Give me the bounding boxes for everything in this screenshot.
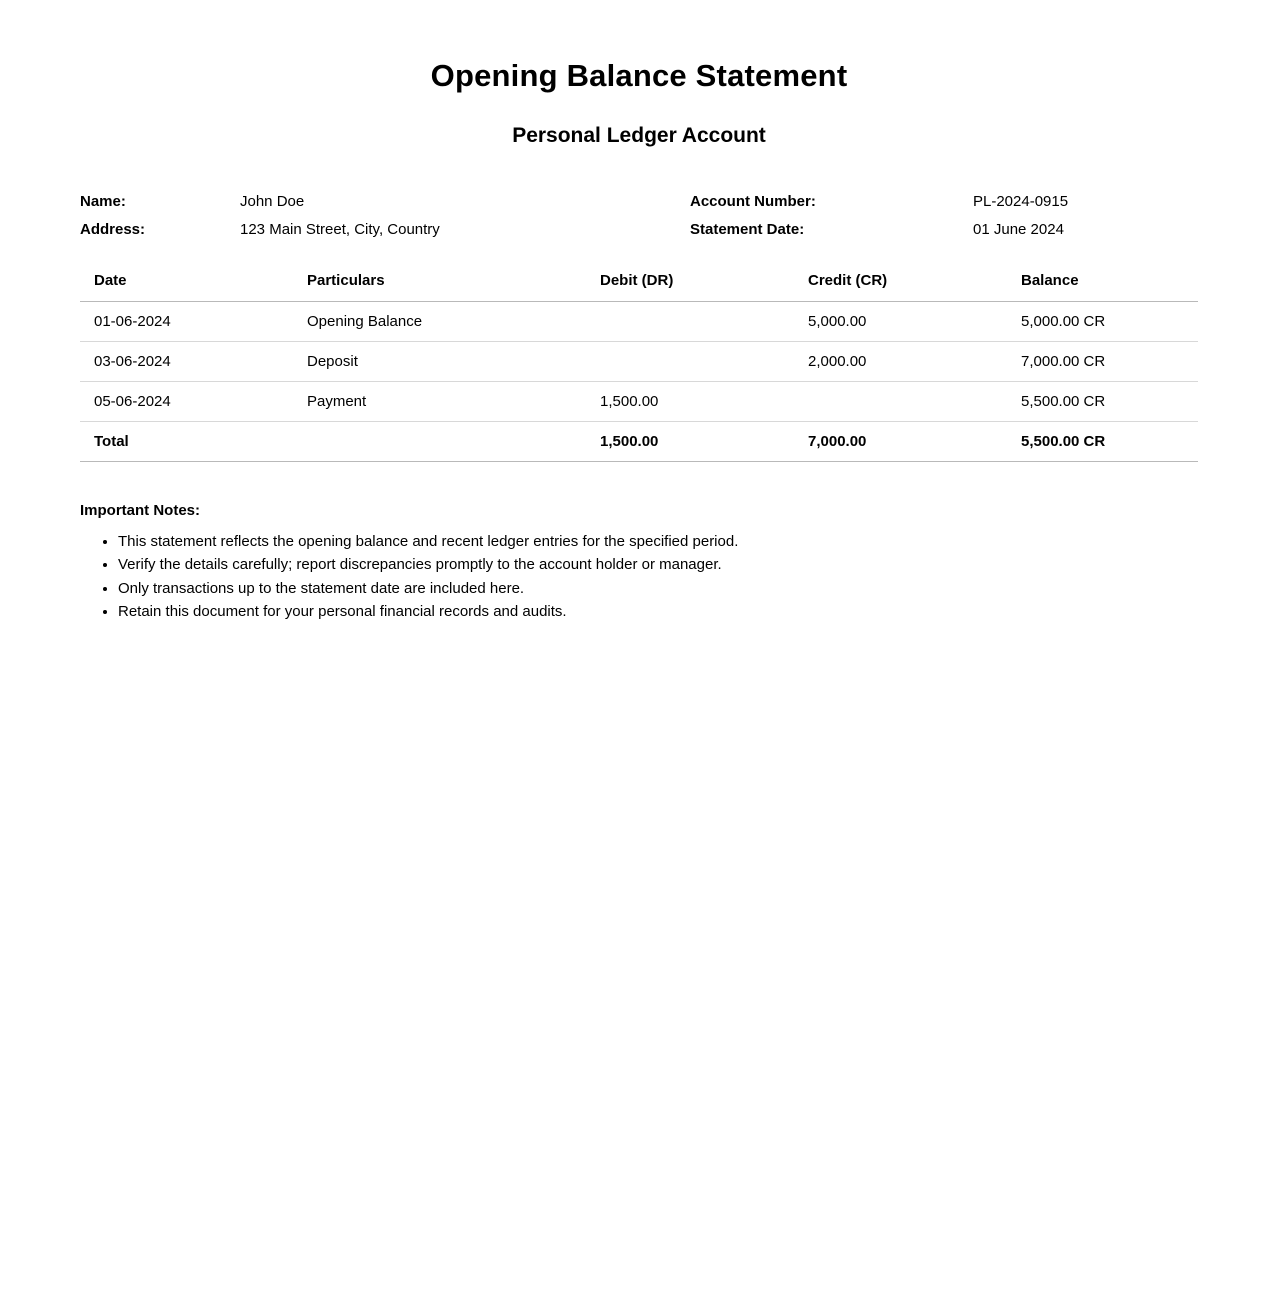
cell-total-credit: 7,000.00 [804, 422, 1017, 462]
cell-total-particulars [303, 422, 596, 462]
account-meta [80, 193, 1198, 238]
table-row [80, 342, 1198, 382]
notes-list [80, 532, 1198, 622]
cell-particulars: Payment [303, 382, 596, 422]
notes-title: Important Notes: [80, 502, 200, 519]
column-header-particulars: Particulars [303, 266, 596, 302]
column-header-balance: Balance [1017, 266, 1198, 302]
cell-debit [596, 342, 804, 382]
account-number-label: Account Number: [690, 193, 816, 210]
ledger-table-head [80, 266, 1198, 302]
column-header-date: Date [80, 266, 303, 302]
cell-total-label: Total [80, 422, 303, 462]
table-row [80, 382, 1198, 422]
cell-total-balance: 5,500.00 CR [1017, 422, 1198, 462]
ledger-table-body [80, 302, 1198, 462]
account-number-value: PL-2024-0915 [973, 193, 1069, 210]
page-subtitle: Personal Ledger Account [512, 124, 766, 147]
cell-particulars: Opening Balance [303, 302, 596, 342]
table-header-row [80, 266, 1198, 302]
list-item: • Only transactions up to the statement date are included here. [118, 579, 1198, 599]
cell-date: 03-06-2024 [80, 342, 303, 382]
name-label: Name: [80, 193, 126, 210]
statement-date-value: 01 June 2024 [973, 221, 1064, 238]
column-header-credit: Credit (CR) [804, 266, 1017, 302]
cell-balance: 5,000.00 CR [1017, 302, 1198, 342]
cell-total-debit: 1,500.00 [596, 422, 804, 462]
name-value: John Doe [240, 193, 305, 210]
list-item: • Verify the details carefully; report discrepancies promptly to the account holder or manager. [118, 555, 1198, 575]
ledger-table [80, 266, 1198, 462]
cell-date: 05-06-2024 [80, 382, 303, 422]
table-total-row [80, 422, 1198, 462]
cell-debit [596, 302, 804, 342]
cell-credit: 2,000.00 [804, 342, 1017, 382]
list-item: • This statement reflects the opening balance and recent ledger entries for the specified period. [118, 532, 1198, 552]
address-label: Address: [80, 221, 146, 238]
list-item: • Retain this document for your personal financial records and audits. [118, 602, 1198, 622]
cell-balance: 7,000.00 CR [1017, 342, 1198, 382]
cell-debit: 1,500.00 [596, 382, 804, 422]
cell-credit: 5,000.00 [804, 302, 1017, 342]
table-row [80, 302, 1198, 342]
statement-date-label: Statement Date: [690, 221, 805, 238]
column-header-debit: Debit (DR) [596, 266, 804, 302]
cell-balance: 5,500.00 CR [1017, 382, 1198, 422]
page-title: Opening Balance Statement [430, 58, 848, 93]
cell-credit [804, 382, 1017, 422]
cell-date: 01-06-2024 [80, 302, 303, 342]
cell-particulars: Deposit [303, 342, 596, 382]
address-value: 123 Main Street, City, Country [240, 221, 440, 238]
